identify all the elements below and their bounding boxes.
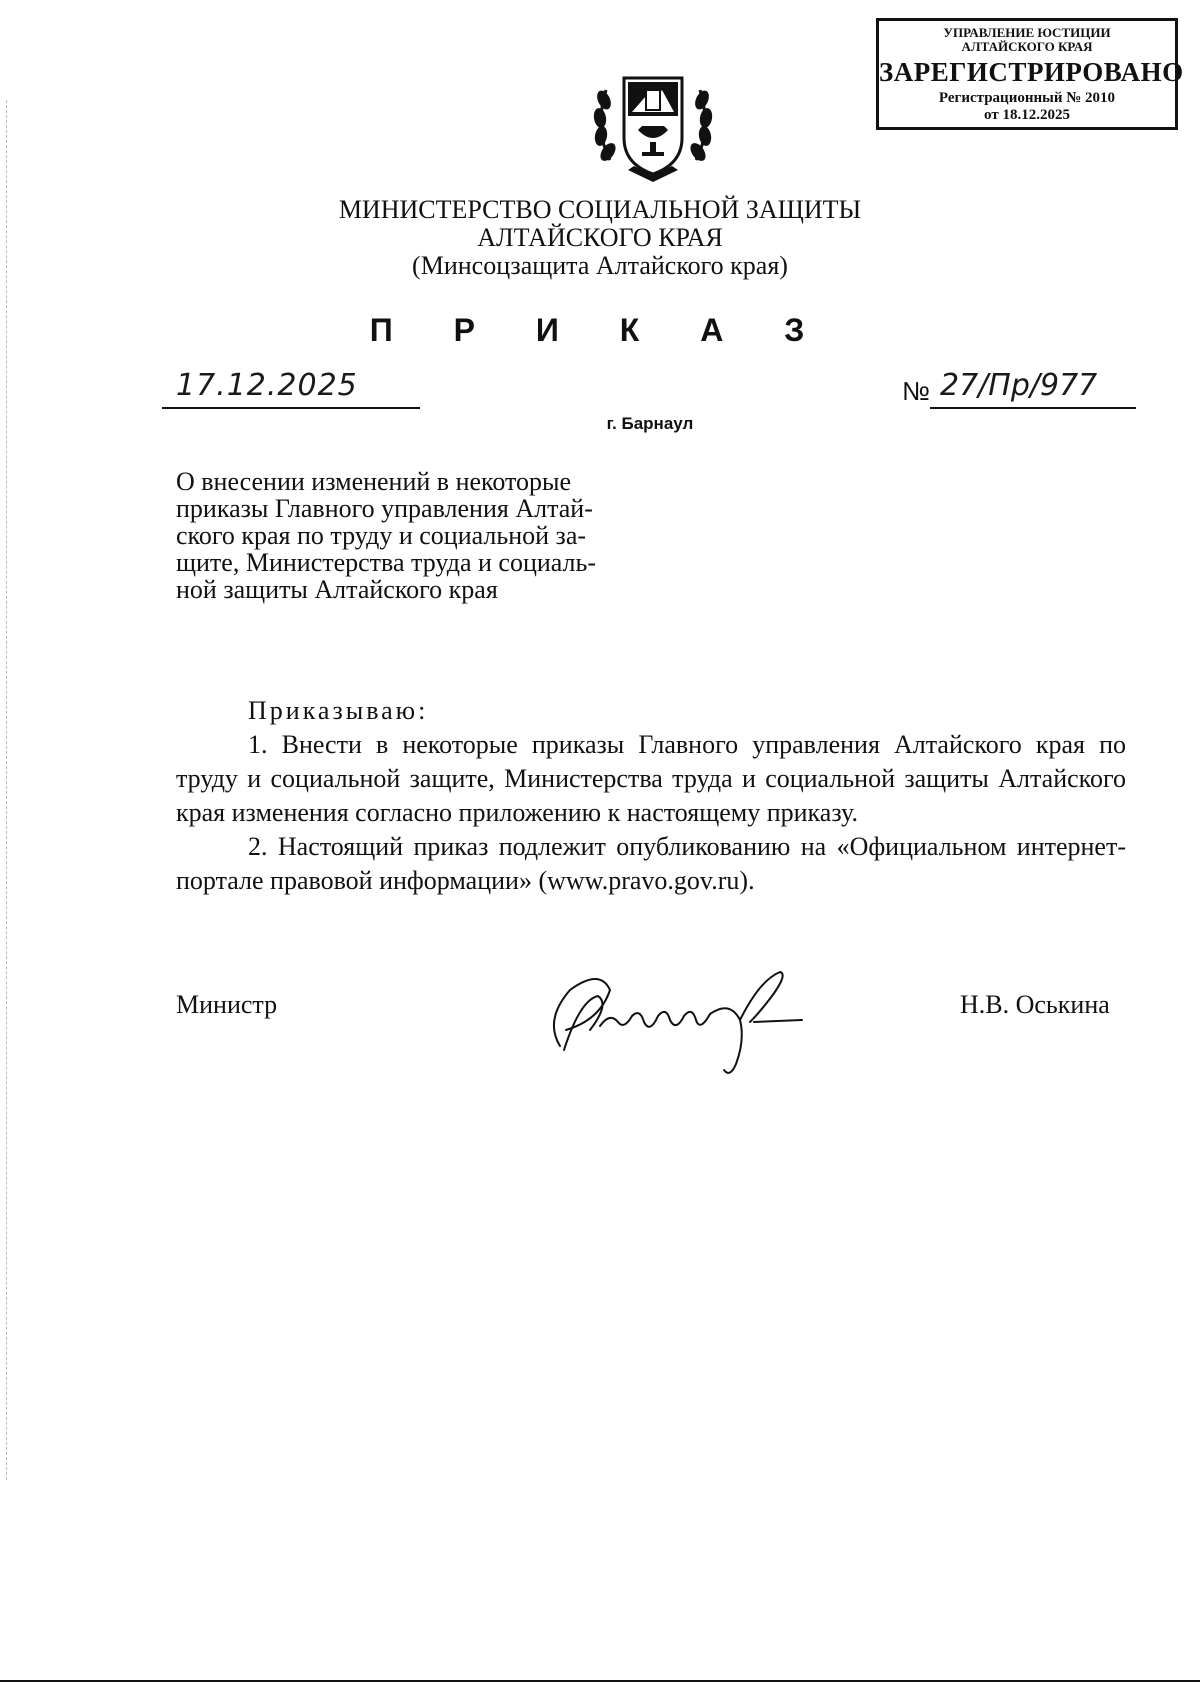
order-item-1: 1. Внести в некоторые приказы Главного управления Алтайского края по труду и социальной защите, Министерства труда и социальной защиты Алтайского края изменения согласно приложению к настоящему приказу.: [176, 730, 1126, 827]
stamp-reg-date: от 18.12.2025: [984, 107, 1070, 123]
subject-title: [176, 468, 640, 603]
coat-of-arms-emblem: [588, 60, 718, 188]
scan-edge-artifact: [6, 100, 7, 1480]
subject-line: ной защиты Алтайского края: [176, 575, 498, 604]
stamp-status: ЗАРЕГИСТРИРОВАНО: [879, 57, 1184, 87]
page-bottom-rule: [0, 1680, 1200, 1682]
subject-line: ского края по труду и социальной за-: [176, 521, 587, 550]
stamp-reg-number: Регистрационный № 2010: [938, 90, 1116, 106]
date-underline: [162, 407, 420, 409]
signer-role: Министр: [176, 990, 278, 1019]
number-underline: [930, 407, 1136, 409]
document-type-title: П Р И К А З: [369, 312, 831, 348]
subject-line: О внесении изменений в некоторые: [176, 467, 572, 496]
ministry-short-name: (Минсоцзащита Алтайского края): [412, 251, 788, 280]
number-label: №: [902, 376, 930, 406]
stamp-authority-line1: УПРАВЛЕНИЕ ЮСТИЦИИ: [943, 25, 1111, 40]
registration-stamp: [876, 18, 1184, 130]
subject-line: приказы Главного управления Алтай-: [176, 494, 593, 523]
stamp-authority-line2: АЛТАЙСКОГО КРАЯ: [961, 39, 1093, 54]
handwritten-number: 27/Пр/977: [940, 368, 1098, 403]
ministry-name-line2: АЛТАЙСКОГО КРАЯ: [477, 223, 723, 252]
city-name: г. Барнаул: [606, 414, 694, 433]
order-item-2: 2. Настоящий приказ подлежит опубликованию на «Официальном интернет-портале правовой информации» (www.pravo.gov.ru).: [176, 832, 1126, 895]
signer-name: Н.В. Оськина: [960, 990, 1110, 1019]
ministry-header: [0, 196, 1200, 280]
ministry-name-line1: МИНИСТЕРСТВО СОЦИАЛЬНОЙ ЗАЩИТЫ: [338, 195, 862, 224]
document-body: [176, 694, 1126, 898]
handwritten-date: 17.12.2025: [176, 368, 358, 403]
handwritten-signature: [540, 960, 840, 1080]
subject-line: щите, Министерства труда и социаль-: [176, 548, 597, 577]
order-word: Приказываю:: [248, 696, 429, 725]
